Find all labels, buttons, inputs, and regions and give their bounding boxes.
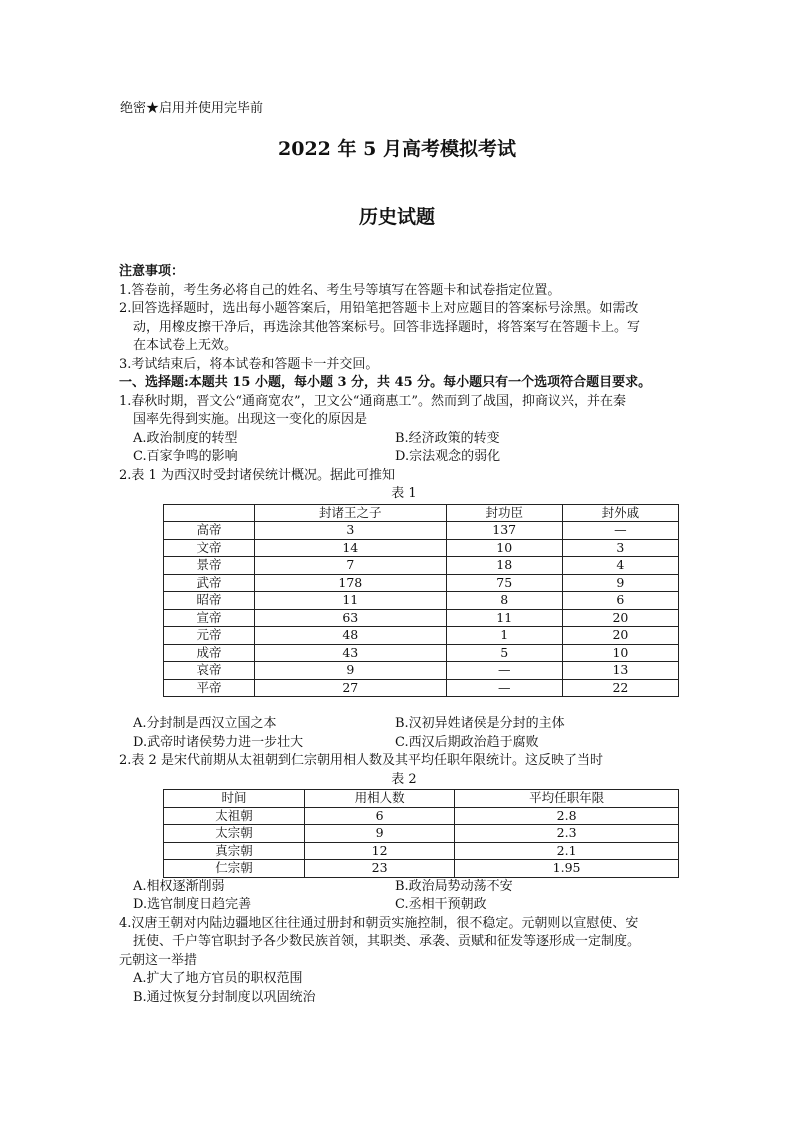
option-a: A.政治制度的转型: [133, 430, 238, 446]
table-cell: 9: [305, 825, 455, 843]
exam-body: [119, 263, 689, 1007]
notes-item: 2.回答选择题时，选出每小题答案后，用铅笔把答题卡上对应题目的答案标号涂黑。如需改: [119, 301, 639, 316]
table-row: [164, 825, 679, 843]
table-cell: 178: [255, 574, 447, 592]
table-2-caption: 表 2: [391, 771, 417, 787]
table-cell: 8: [446, 592, 562, 610]
table-1-caption: 表 1: [391, 486, 417, 501]
option-b: B.汉初异姓诸侯是分封的主体: [395, 716, 565, 731]
table-row: [164, 609, 679, 627]
table-cell: 43: [255, 644, 447, 662]
table-cell: 哀帝: [164, 662, 255, 680]
table-header-cell: 平均任职年限: [455, 790, 679, 808]
option-b: B.经济政策的转变: [395, 430, 500, 446]
question-3-options: [119, 896, 689, 915]
option-d: D.武帝时诸侯势力进一步壮大: [133, 734, 304, 750]
table-header-cell: 用相人数: [305, 790, 455, 808]
table-cell: 63: [255, 609, 447, 627]
notes-item: 在本试卷上无效。: [133, 338, 238, 353]
table-cell: 75: [446, 574, 562, 592]
table-cell: 11: [446, 609, 562, 627]
table-cell: 高帝: [164, 522, 255, 540]
table-cell: 7: [255, 557, 447, 575]
table-row: [164, 574, 679, 592]
table-cell: 137: [446, 522, 562, 540]
table-row: [164, 627, 679, 645]
table-cell: 10: [446, 539, 562, 557]
table-cell: —: [446, 662, 562, 680]
question-2-options: [119, 734, 689, 753]
table-cell: 文帝: [164, 539, 255, 557]
table-cell: 48: [255, 627, 447, 645]
table-2: [163, 789, 679, 878]
option-a: A.相权逐渐削弱: [133, 878, 225, 894]
table-cell: 3: [562, 539, 678, 557]
table-header-cell: 封功臣: [446, 504, 562, 522]
table-row: [164, 557, 679, 575]
table-cell: 成帝: [164, 644, 255, 662]
notes-item: 3.考试结束后，将本试卷和答题卡一并交回。: [119, 356, 379, 372]
question-2-options: [119, 715, 689, 734]
table-cell: 5: [446, 644, 562, 662]
page-subtitle: 历史试题: [358, 206, 435, 228]
table-cell: 14: [255, 539, 447, 557]
table-cell: 13: [562, 662, 678, 680]
table-cell: 12: [305, 842, 455, 860]
table-cell: 平帝: [164, 679, 255, 697]
question-4-stem: 抚使、千户等官职封予各少数民族首领，其职类、承袭、贡赋和征发等逐形成一定制度。: [133, 934, 641, 949]
table-cell: 9: [562, 574, 678, 592]
table-cell: 2.3: [455, 825, 679, 843]
table-cell: 2.8: [455, 807, 679, 825]
table-row: [164, 644, 679, 662]
table-header-cell: [164, 504, 255, 522]
table-row: [164, 539, 679, 557]
table-cell: 武帝: [164, 574, 255, 592]
table-cell: 6: [562, 592, 678, 610]
question-2-stem: 2.表 1 为西汉时受封诸侯统计概况。据此可推知: [119, 467, 395, 483]
table-row: [164, 592, 679, 610]
option-b: B.政治局势动荡不安: [395, 878, 513, 894]
table-cell: 元帝: [164, 627, 255, 645]
table-1: [163, 504, 679, 698]
question-1-stem: 1.春秋时期，晋文公“通商宽农”，卫文公“通商惠工”。然而到了战国，抑商议兴，并在秦: [119, 393, 626, 409]
table-cell: 11: [255, 592, 447, 610]
table-header-cell: 封外戚: [562, 504, 678, 522]
table-cell: 4: [562, 557, 678, 575]
table-cell: 仁宗朝: [164, 860, 305, 878]
notes-item: 动，用橡皮擦干净后，再选涂其他答案标号。回答非选择题时，将答案写在答题卡上。写: [133, 319, 641, 335]
table-row: [164, 842, 679, 860]
table-cell: 18: [446, 557, 562, 575]
table-header-row: [164, 790, 679, 808]
option-a: A.扩大了地方官员的职权范围: [133, 971, 303, 986]
table-cell: 23: [305, 860, 455, 878]
table-row: [164, 807, 679, 825]
table-row: [164, 679, 679, 697]
table-header-cell: 时间: [164, 790, 305, 808]
option-c: C.丞相干预朝政: [395, 897, 487, 912]
question-1-options: [119, 448, 689, 467]
option-d: D.选官制度日趋完善: [133, 897, 252, 912]
table-cell: 昭帝: [164, 592, 255, 610]
notes-item: 1.答卷前，考生务必将自己的姓名、考生号等填写在答题卡和试卷指定位置。: [119, 282, 561, 298]
table-header-row: [164, 504, 679, 522]
table-cell: 9: [255, 662, 447, 680]
table-cell: 1.95: [455, 860, 679, 878]
confidential-label: 绝密★启用并使用完毕前: [120, 101, 264, 116]
table-cell: 2.1: [455, 842, 679, 860]
table-cell: 太宗朝: [164, 825, 305, 843]
table-cell: 1: [446, 627, 562, 645]
table-row: [164, 662, 679, 680]
notes-heading: 注意事项：: [119, 264, 185, 279]
table-cell: 22: [562, 679, 678, 697]
table-cell: 宣帝: [164, 609, 255, 627]
option-a: A.分封制是西汉立国之本: [133, 716, 277, 731]
table-cell: 20: [562, 609, 678, 627]
table-cell: —: [562, 522, 678, 540]
table-row: [164, 522, 679, 540]
question-3-options: [119, 878, 689, 897]
table-cell: 20: [562, 627, 678, 645]
option-c: C.西汉后期政治趋于腐败: [395, 734, 539, 750]
question-1-stem: 国率先得到实施。出现这一变化的原因是: [133, 412, 368, 427]
question-1-options: [119, 430, 689, 449]
table-cell: 真宗朝: [164, 842, 305, 860]
option-d: D.宗法观念的弱化: [395, 449, 501, 464]
table-cell: 景帝: [164, 557, 255, 575]
table-row: [164, 860, 679, 878]
table-cell: 3: [255, 522, 447, 540]
question-4-stem: 4.汉唐王朝对内陆边疆地区往往通过册封和朝贡实施控制，很不稳定。元朝则以宣慰使、安: [119, 915, 639, 931]
table-cell: 10: [562, 644, 678, 662]
table-cell: 6: [305, 807, 455, 825]
option-c: C.百家争鸣的影响: [133, 449, 238, 464]
page-title: 2022 年 5 月高考模拟考试: [278, 138, 516, 160]
table-cell: 27: [255, 679, 447, 697]
table-header-cell: 封诸王之子: [255, 504, 447, 522]
option-b: B.通过恢复分封制度以巩固统治: [133, 989, 316, 1005]
table-cell: 太祖朝: [164, 807, 305, 825]
question-3-stem: 2.表 2 是宋代前期从太祖朝到仁宗朝用相人数及其平均任职年限统计。这反映了当时: [119, 753, 603, 768]
table-cell: —: [446, 679, 562, 697]
section-heading: 一、选择题:本题共 15 小题，每小题 3 分，共 45 分。每小题只有一个选项符合题目要求。: [119, 375, 652, 390]
question-4-stem: 元朝这一举措: [119, 952, 198, 968]
